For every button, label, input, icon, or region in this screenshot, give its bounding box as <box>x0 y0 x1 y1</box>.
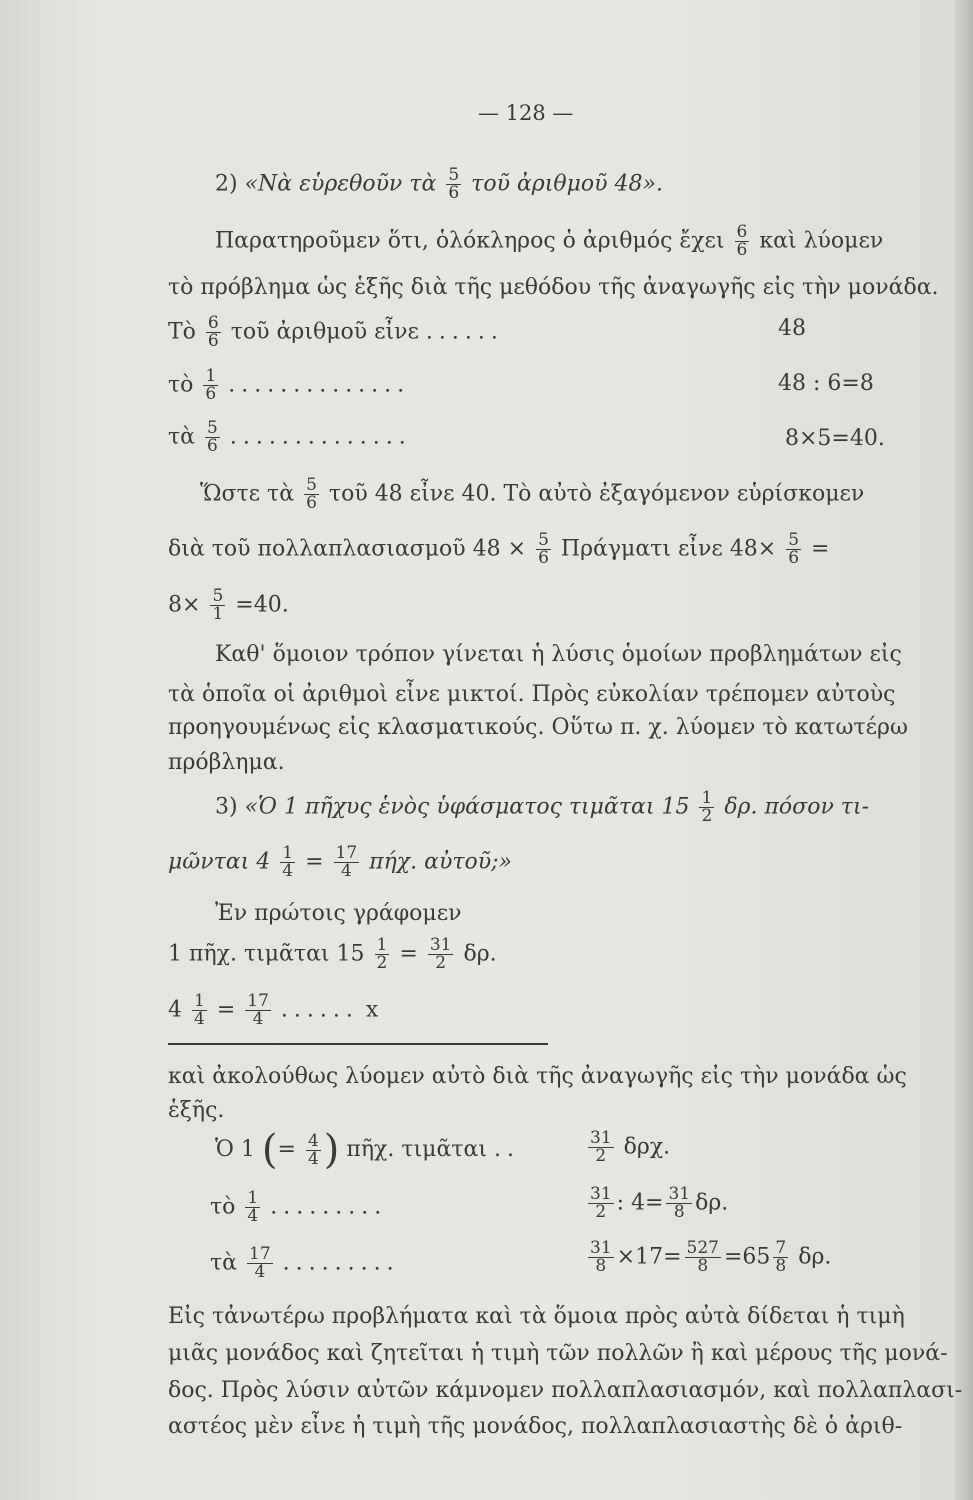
paragraph-line: Ὥστε τὰ $\frac{5}{6}$ τοῦ 48 εἶνε 40. Τὸ αὐτὸ ἐξαγόμενον εὑρίσκομεν <box>200 475 865 513</box>
fraction: $\frac{4}{4}$ <box>307 1130 319 1169</box>
example-label: 3) <box>215 794 238 820</box>
question-text: τοῦ ἀριθμοῦ 48». <box>471 171 663 197</box>
fraction: $\frac{1}{2}$ <box>376 935 388 973</box>
paragraph-line: Εἰς τἀνωτέρω προβλήματα καὶ τὰ ὅμοια πρὸς αὐτὰ δίδεται ἡ τιμὴ <box>168 1304 905 1329</box>
example-3-question: 3) «Ὁ 1 πῆχυς ἑνὸς ὑφάσματος τιμᾶται 15 $\frac{1}{2}$ δρ. πόσον τι- <box>215 788 870 826</box>
fraction: $\frac{5}{1}$ <box>212 586 224 624</box>
question-text: «Νὰ εὑρεθοῦν τὰ <box>244 171 437 197</box>
fraction: $\frac{5}{6}$ <box>306 475 317 513</box>
calc-row-label: Τὸ $\frac{6}{6}$ τοῦ ἀριθμοῦ εἶνε ...... <box>168 313 504 351</box>
fraction: $\frac{17}{4}$ <box>249 1244 271 1282</box>
fraction: $\frac{31}{8}$ <box>590 1238 612 1276</box>
fraction: $\frac{5}{6}$ <box>538 530 549 568</box>
fraction: $\frac{5}{6}$ <box>448 165 460 203</box>
page-number: — 128 — <box>478 101 574 125</box>
paragraph-line: αστέος μὲν εἶνε ἡ τιμὴ τῆς μονάδος, πολλαπλασιαστὴς δὲ ὁ ἀριθ- <box>168 1414 903 1439</box>
paragraph-line: τὰ ὁποῖα οἱ ἀριθμοὶ εἶνε μικτοί. Πρὸς εὐκολίαν τρέπομεν αὐτοὺς <box>168 682 896 707</box>
divider-rule <box>168 1043 548 1045</box>
fraction: $\frac{31}{8}$ <box>668 1184 691 1222</box>
example-label: 2) <box>215 171 238 197</box>
calc-row: 1 πῆχ. τιμᾶται 15 $\frac{1}{2}$ = $\frac{31}{2}$ δρ. <box>168 935 497 973</box>
paragraph-line: προηγουμένως εἰς κλασματικούς. Οὕτω π. χ. λύομεν τὸ κατωτέρω <box>168 715 908 740</box>
fraction: $\frac{6}{6}$ <box>207 313 219 351</box>
calc-row-label: τὰ $\frac{5}{6}$ .............. <box>168 418 412 456</box>
fraction: $\frac{1}{4}$ <box>247 1188 259 1226</box>
fraction: $\frac{5}{6}$ <box>207 418 218 456</box>
calc-row: Ὁ 1 (= $\frac{4}{4}$ ) πῆχ. τιμᾶται .. <box>215 1127 520 1173</box>
paragraph-line: καὶ ἀκολούθως λύομεν αὐτὸ διὰ τῆς ἀναγωγῆς εἰς τὴν μονάδα ὡς <box>168 1064 907 1089</box>
paragraph-line: μιᾶς μονάδος καὶ ζητεῖται ἡ τιμὴ τῶν πολλῶν ἢ καὶ μέρους τῆς μονά- <box>168 1341 948 1366</box>
fraction: $\frac{31}{2}$ <box>590 1184 612 1222</box>
calc-row-value: 48 <box>778 316 806 341</box>
paragraph-line: διὰ τοῦ πολλαπλασιασμοῦ 48 × $\frac{5}{6}$ Πράγματι εἶνε 48× $\frac{5}{6}$ = <box>168 530 830 568</box>
fraction: $\frac{1}{4}$ <box>282 843 294 881</box>
calc-row-label: τὸ $\frac{1}{6}$ .............. <box>168 366 411 404</box>
fraction: $\frac{17}{4}$ <box>335 843 358 881</box>
fraction: $\frac{1}{2}$ <box>701 788 713 826</box>
paragraph-line: δος. Πρὸς λύσιν αὐτῶν κάμνομεν πολλαπλασιασμόν, καὶ πολλαπλασι- <box>168 1378 963 1403</box>
fraction: $\frac{5}{6}$ <box>788 530 800 568</box>
fraction: $\frac{17}{4}$ <box>247 991 269 1029</box>
paragraph-line: 8× $\frac{5}{1}$ =40. <box>168 586 289 624</box>
fraction: $\frac{6}{6}$ <box>736 222 748 260</box>
fraction: $\frac{527}{8}$ <box>686 1238 719 1276</box>
paragraph-line: Ἐν πρώτοις γράφομεν <box>215 901 462 926</box>
fraction: $\frac{31}{2}$ <box>590 1128 612 1166</box>
paragraph-line: πρόβλημα. <box>168 750 285 775</box>
calc-row-value: $\frac{31}{8}$ ×17= $\frac{527}{8}$ =65 $\frac{7}{8}$ δρ. <box>590 1238 832 1276</box>
page-edge <box>955 0 973 1500</box>
example-3-question: μῶνται 4 $\frac{1}{4}$ = $\frac{17}{4}$ πήχ. αὐτοῦ;» <box>168 843 513 881</box>
paragraph-line: τὸ πρόβλημα ὡς ἑξῆς διὰ τῆς μεθόδου τῆς ἀναγωγῆς εἰς τὴν μονάδα. <box>168 275 939 300</box>
calc-row-value: $\frac{31}{2}$ : 4= $\frac{31}{8}$ δρ. <box>590 1184 729 1222</box>
calc-row-value: 48 : 6=8 <box>778 371 874 396</box>
calc-row: τὸ $\frac{1}{4}$ ......... <box>210 1188 388 1226</box>
calc-row-value: 8×5=40. <box>785 426 885 451</box>
fraction: $\frac{1}{4}$ <box>194 991 205 1029</box>
fraction: $\frac{7}{8}$ <box>775 1238 787 1276</box>
paragraph-line: ἑξῆς. <box>168 1098 225 1123</box>
paragraph-line: Καθ' ὅμοιον τρόπον γίνεται ἡ λύσις ὁμοίων προβλημάτων εἰς <box>215 642 902 667</box>
calc-row-value: $\frac{31}{2}$ δρχ. <box>590 1128 671 1166</box>
example-2-question <box>215 167 663 202</box>
calc-row: τὰ $\frac{17}{4}$ ......... <box>210 1244 400 1282</box>
paragraph-line: Παρατηροῦμεν ὅτι, ὁλόκληρος ὁ ἀριθμός ἔχει $\frac{6}{6}$ καὶ λύομεν <box>215 222 884 260</box>
fraction: $\frac{1}{6}$ <box>205 366 217 404</box>
fraction: $\frac{31}{2}$ <box>429 935 452 973</box>
calc-row: 4 $\frac{1}{4}$ = $\frac{17}{4}$ ...... x <box>168 991 379 1029</box>
